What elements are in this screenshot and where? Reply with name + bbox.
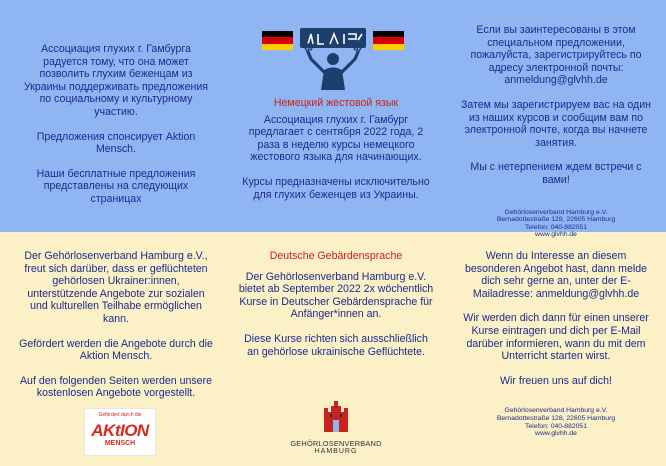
audience-paragraph-de: Diese Kurse richten sich ausschließlich an gehörlose ukrainische Geflüchtete. bbox=[244, 332, 428, 358]
audience-paragraph: Курсы предназначены исключительно для глухих беженцев из Украины. bbox=[242, 175, 430, 201]
bottom-right-column bbox=[458, 250, 654, 438]
section-heading: Немецкий жестовой язык bbox=[273, 97, 399, 109]
contact-phone: Telefon: 040-882051 bbox=[525, 223, 587, 231]
enrollment-paragraph-de: Wir werden dich dann für einen unserer Kurse eintragen und dich per E-Mail darüber informieren, wann du mit dem Unterricht starten wirst. bbox=[463, 312, 649, 363]
german-flag-right-icon bbox=[373, 31, 404, 50]
hamburg-castle-icon bbox=[321, 398, 351, 432]
contact-street: Bernadottestraße 128, 22605 Hamburg bbox=[496, 216, 616, 224]
contact-street-de: Bernadottestraße 128, 22605 Hamburg bbox=[496, 414, 616, 422]
aktion-mensch-logo bbox=[84, 408, 156, 456]
enrollment-paragraph: Затем мы зарегистрируем вас на один из наших курсов и сообщим вам по электронной почте, когда вы начнете занятия. bbox=[460, 98, 652, 149]
course-paragraph-de: Der Gehörlosenverband Hamburg e.V. bietet ab September 2022 2x wöchentlich Kurse in Deutscher Gebärdensprache für Anfänger*innen an. bbox=[238, 270, 434, 321]
aktion-mensch-sub: MENSCH bbox=[104, 440, 136, 447]
sign-language-interpreter-icon bbox=[298, 26, 368, 92]
offers-paragraph-de: Auf den folgenden Seiten werden unsere kostenlosen Angebote vorgestellt. bbox=[19, 374, 212, 400]
german-flag-left-icon bbox=[262, 31, 293, 50]
sponsor-paragraph: Предложения спонсирует Aktion Mensch. bbox=[36, 130, 196, 156]
top-middle-column bbox=[238, 97, 434, 201]
top-right-column bbox=[458, 24, 654, 239]
contact-web-link-de[interactable]: www.glvhh.de bbox=[535, 430, 577, 438]
closing-paragraph-de: Wir freuen uns auf dich! bbox=[500, 374, 612, 387]
closing-paragraph: Мы с нетерпением ждем встречи с вами! bbox=[470, 161, 642, 186]
contact-org-de: Gehörlosenverband Hamburg e.V. bbox=[504, 407, 608, 415]
bottom-middle-column bbox=[238, 250, 434, 358]
aktion-mensch-word: AKtION bbox=[91, 421, 149, 440]
contact-phone-de: Telefon: 040-882051 bbox=[525, 422, 587, 430]
register-paragraph-de: Wenn du Interesse an diesem besonderen Angebot hast, dann melde dich sehr gerne an, unter der E-Mailadresse: anmeldung@glvhh.de bbox=[464, 250, 647, 300]
aktion-mensch-tagline: Gefördert durch die bbox=[98, 412, 142, 418]
bottom-left-column bbox=[18, 250, 214, 400]
sponsor-paragraph-de: Gefördert werden die Angebote durch die Aktion Mensch. bbox=[19, 337, 213, 363]
offers-paragraph: Наши бесплатные предложения представлены на следующих страницах bbox=[36, 167, 196, 205]
contact-web-link[interactable]: www.glvhh.de bbox=[535, 231, 577, 239]
intro-paragraph: Ассоциация глухих г. Гамбурга радуется тому, что она может позволить глухим беженцам из Украины поддерживать предложения по социальному и культурному участию. bbox=[23, 43, 209, 118]
glv-name: GEHÖRLOSENVERBAND bbox=[290, 439, 382, 448]
intro-paragraph-de: Der Gehörlosenverband Hamburg e.V., freut sich darüber, dass er geflüchteten gehörlosen Ukrainer:innen, unterstützende Angebote zur sozialen und kulturellen Teilhabe ermöglichen kann. bbox=[24, 250, 208, 325]
course-paragraph: Ассоциация глухих г. Гамбург предлагает с сентября 2022 года, 2 раза в неделю курсы немецкого жестового языка для начинающих. bbox=[248, 113, 424, 164]
glv-logo bbox=[286, 398, 386, 455]
contact-org: Gehörlosenverband Hamburg e.V. bbox=[504, 208, 608, 216]
section-heading-de: Deutsche Gebärdensprache bbox=[269, 250, 403, 262]
register-paragraph: Если вы заинтересованы в этом специальном предложении, пожалуйста, зарегистрируйтесь по адресу электронной почты: anmeldung@glvhh.de bbox=[470, 24, 642, 87]
glv-city: HAMBURG bbox=[314, 448, 358, 455]
top-left-column bbox=[18, 43, 214, 206]
